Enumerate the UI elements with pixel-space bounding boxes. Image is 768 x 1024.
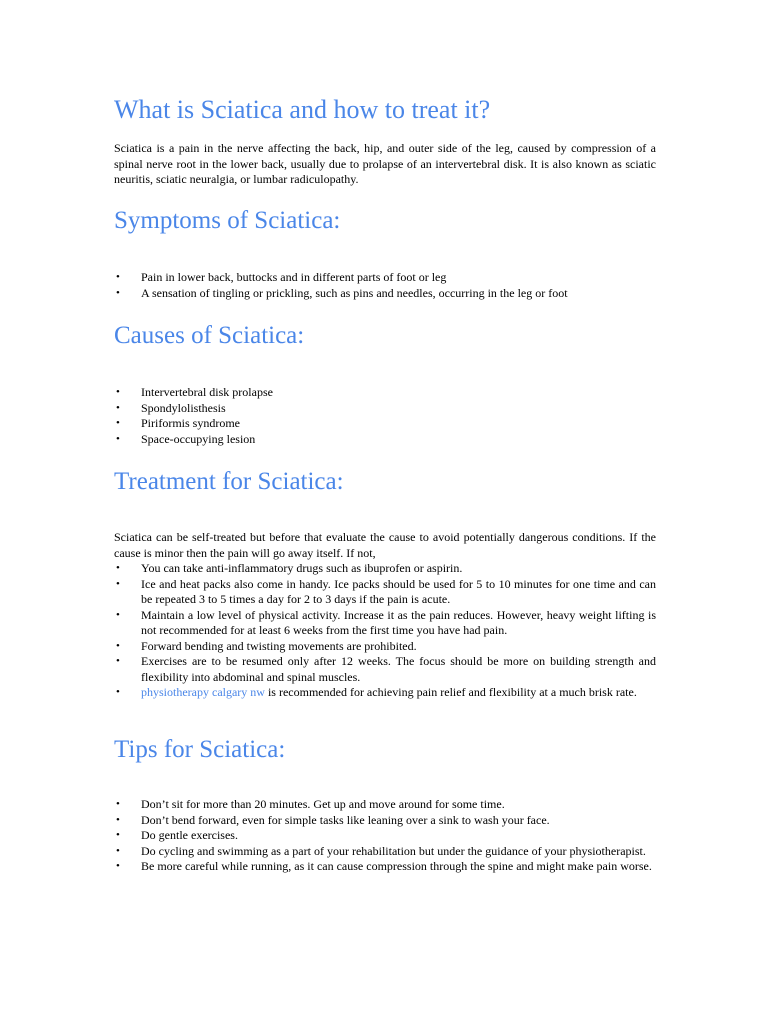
bullet-icon: • bbox=[116, 432, 120, 445]
bullet-icon: • bbox=[116, 386, 120, 398]
treatment-heading: Treatment for Sciatica: bbox=[114, 468, 344, 495]
bullet-icon: • bbox=[116, 286, 120, 299]
bullet-icon: • bbox=[116, 417, 120, 429]
list-item: • Don’t bend forward, even for simple tasks like leaning over a sink to wash your face. bbox=[116, 812, 550, 827]
bullet-icon: • bbox=[116, 798, 120, 810]
tips-heading: Tips for Sciatica: bbox=[114, 736, 286, 763]
list-item: • Do gentle exercises. bbox=[116, 828, 238, 842]
bullet-icon: • bbox=[116, 577, 120, 590]
list-item: • Do cycling and swimming as a part of your rehabilitation but under the guidance of your physiotherapist. bbox=[116, 843, 646, 858]
page-title: What is Sciatica and how to treat it? bbox=[114, 95, 491, 124]
treatment-intro: Sciatica can be self-treated but before that evaluate the cause to avoid potentially dangerous conditions. If the cause is minor then the pain will go away itself. If not, bbox=[114, 530, 656, 560]
list-item: • Piriformis syndrome bbox=[116, 416, 240, 430]
treatment-list bbox=[114, 561, 656, 701]
list-item: • You can take anti-inflammatory drugs such as ibuprofen or aspirin. bbox=[116, 561, 463, 575]
list-item: • Pain in lower back, buttocks and in different parts of foot or leg bbox=[116, 270, 447, 284]
bullet-icon: • bbox=[116, 401, 120, 414]
list-item: • Be more careful while running, as it can cause compression through the spine and might make pain worse. bbox=[116, 859, 652, 873]
list-item: • Intervertebral disk prolapse bbox=[116, 385, 273, 399]
bullet-icon: • bbox=[116, 844, 120, 857]
bullet-icon: • bbox=[116, 860, 120, 872]
bullet-icon: • bbox=[116, 639, 120, 652]
bullet-icon: • bbox=[116, 271, 120, 283]
list-item: • physiotherapy calgary nw is recommended for achieving pain relief and flexibility at a much brisk rate. bbox=[116, 685, 637, 699]
causes-list bbox=[114, 385, 656, 447]
tips-list bbox=[114, 797, 656, 875]
bullet-icon: • bbox=[116, 655, 120, 667]
symptoms-heading: Symptoms of Sciatica: bbox=[114, 207, 341, 234]
list-item: • Spondylolisthesis bbox=[116, 400, 226, 415]
list-item: • Space-occupying lesion bbox=[116, 431, 256, 446]
bullet-icon: • bbox=[116, 562, 120, 574]
list-item: • Ice and heat packs also come in handy. Ice packs should be used for 5 to 10 minutes for one time and can be repeated 3 to 5 times a day for 2 to 3 days if the pain is acute. bbox=[116, 576, 656, 606]
symptoms-list bbox=[114, 270, 656, 301]
causes-heading: Causes of Sciatica: bbox=[114, 322, 305, 349]
list-item: • Maintain a low level of physical activity. Increase it as the pain reduces. However, heavy weight lifting is not recommended for at least 6 weeks from the first time you have had pain. bbox=[116, 607, 656, 637]
bullet-icon: • bbox=[116, 608, 120, 621]
list-item: • A sensation of tingling or prickling, such as pins and needles, occurring in the leg or foot bbox=[116, 285, 568, 300]
intro-paragraph: Sciatica is a pain in the nerve affecting the back, hip, and outer side of the leg, caused by compression of a spinal nerve root in the lower back, usually due to prolapse of an intervertebral disk. It is also known as sciatic neuritis, sciatic neuralgia, or lumbar radiculopathy. bbox=[114, 141, 656, 186]
list-item: • Exercises are to be resumed only after 12 weeks. The focus should be more on building strength and flexibility into abdominal and spinal muscles. bbox=[116, 654, 656, 684]
bullet-icon: • bbox=[116, 829, 120, 841]
physiotherapy-link[interactable]: physiotherapy calgary nw bbox=[141, 685, 265, 699]
bullet-icon: • bbox=[116, 686, 120, 698]
list-item: • Forward bending and twisting movements are prohibited. bbox=[116, 638, 417, 653]
bullet-icon: • bbox=[116, 813, 120, 826]
list-item: • Don’t sit for more than 20 minutes. Get up and move around for some time. bbox=[116, 797, 505, 811]
